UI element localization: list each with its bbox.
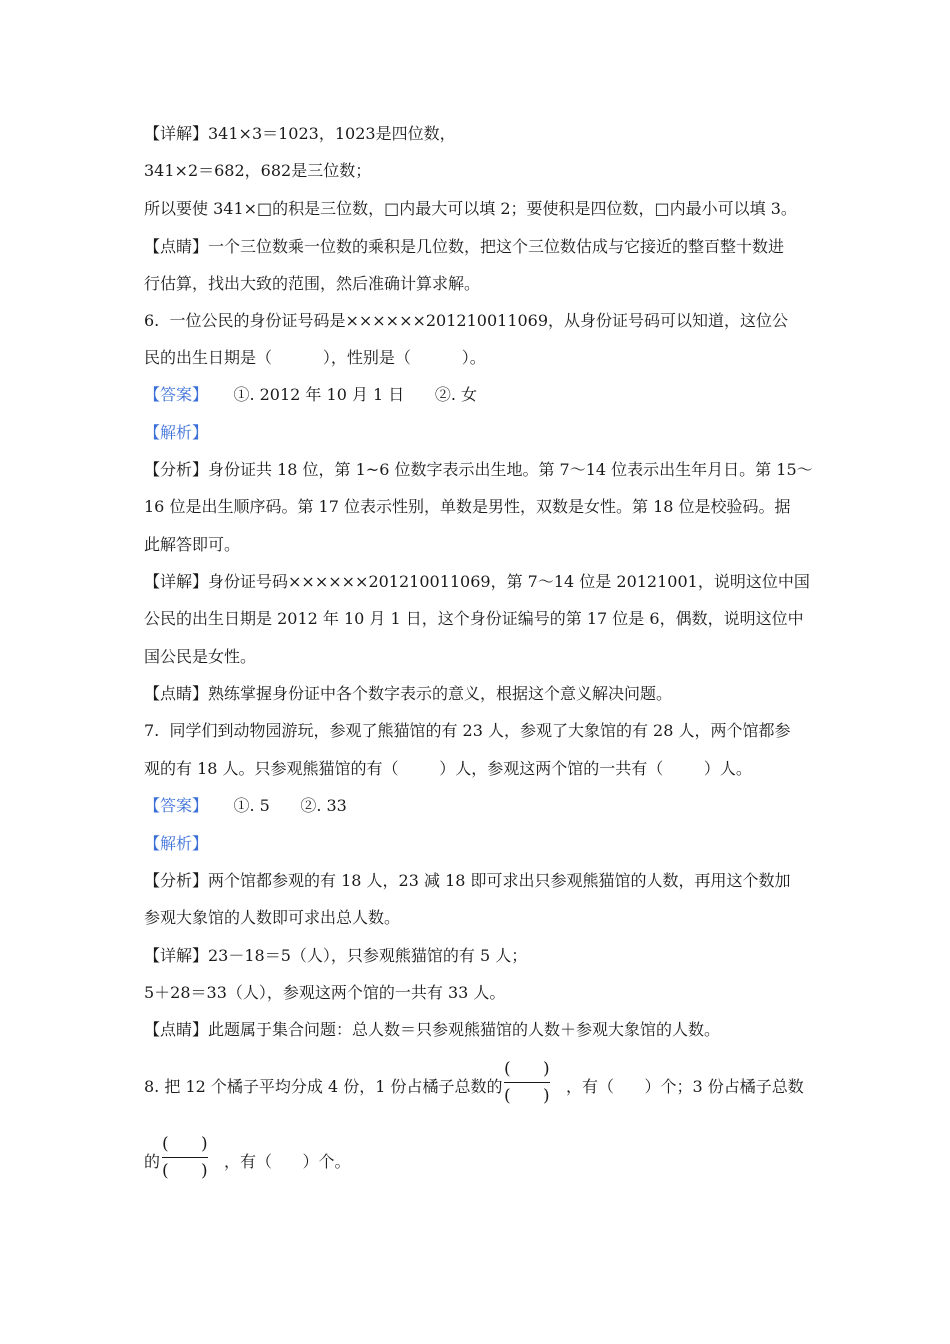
text-line: 国公民是女性。 <box>144 647 257 666</box>
text-line: 【分析】两个馆都参观的有 18 人，23 减 18 即可求出只参观熊猫馆的人数，再用这个数加 <box>144 871 791 890</box>
text-line: 【详解】身份证号码××××××201210011069，第 7～14 位是 20121001，说明这位中国 <box>144 572 810 591</box>
answer-text: ①. 2012 年 10 月 1 日 ②. 女 <box>208 385 477 404</box>
fraction-numerator: ( ) <box>162 1134 208 1154</box>
text-line: 公民的出生日期是 2012 年 10 月 1 日，这个身份证编号的第 17 位是 6，偶数，说明这位中 <box>144 609 804 628</box>
fraction-denominator: ( ) <box>162 1161 208 1181</box>
text-line: 【点睛】熟练掌握身份证中各个数字表示的意义，根据这个意义解决问题。 <box>144 684 673 703</box>
text-line: 【分析】身份证共 18 位，第 1~6 位数字表示出生地。第 7～14 位表示出生年月日。第 15～ <box>144 460 813 479</box>
answer-text: ①. 5 ②. 33 <box>208 796 347 815</box>
fraction-numerator: ( ) <box>504 1059 550 1079</box>
text-line: 此解答即可。 <box>144 535 241 554</box>
text-line: 【点睛】一个三位数乘一位数的乘积是几位数，把这个三位数估成与它接近的整百整十数进 <box>144 237 785 256</box>
text-line: 民的出生日期是（ ），性别是（ ）。 <box>144 348 486 367</box>
question-8-part-b: ，有（ ）个；3 份占橘子总数 <box>566 1077 804 1096</box>
answer-label: 【答案】 <box>144 385 209 404</box>
fraction-bar <box>504 1082 550 1083</box>
fraction-bar <box>162 1157 208 1158</box>
question-8-part-a: 8. 把 12 个橘子平均分成 4 份，1 份占橘子总数的 <box>144 1077 503 1096</box>
text-line: 所以要使 341×□的积是三位数，□内最大可以填 2；要使积是四位数，□内最小可以填 3。 <box>144 199 797 218</box>
question-8-part-d: ，有（ ）个。 <box>224 1152 351 1171</box>
fraction-denominator: ( ) <box>504 1086 550 1106</box>
blank-fraction <box>162 1133 208 1182</box>
answer-line <box>144 383 477 407</box>
text-line: 参观大象馆的人数即可求出总人数。 <box>144 908 401 927</box>
text-line: 341×2＝682，682是三位数； <box>144 161 372 180</box>
text-line: 5＋28＝33（人），参观这两个馆的一共有 33 人。 <box>144 983 506 1002</box>
analysis-label: 【解析】 <box>144 423 209 442</box>
text-line: 【点睛】此题属于集合问题：总人数＝只参观熊猫馆的人数＋参观大象馆的人数。 <box>144 1020 721 1039</box>
question-8-part-c: 的 <box>144 1152 161 1171</box>
text-line: 【详解】341×3＝1023，1023是四位数， <box>144 124 456 143</box>
answer-line <box>144 794 347 818</box>
question-6: 6. 一位公民的身份证号码是××××××201210011069，从身份证号码可以知道，这位公 <box>144 311 789 330</box>
text-line: 【详解】23－18＝5（人），只参观熊猫馆的有 5 人； <box>144 946 528 965</box>
text-line: 16 位是出生顺序码。第 17 位表示性别，单数是男性，双数是女性。第 18 位是校验码。据 <box>144 497 791 516</box>
text-line: 观的有 18 人。只参观熊猫馆的有（ ）人，参观这两个馆的一共有（ ）人。 <box>144 759 752 778</box>
question-7: 7. 同学们到动物园游玩，参观了熊猫馆的有 23 人，参观了大象馆的有 28 人，两个馆都参 <box>144 721 791 740</box>
analysis-label: 【解析】 <box>144 834 209 853</box>
blank-fraction <box>504 1058 550 1107</box>
answer-label: 【答案】 <box>144 796 209 815</box>
text-line: 行估算，找出大致的范围，然后准确计算求解。 <box>144 274 481 293</box>
